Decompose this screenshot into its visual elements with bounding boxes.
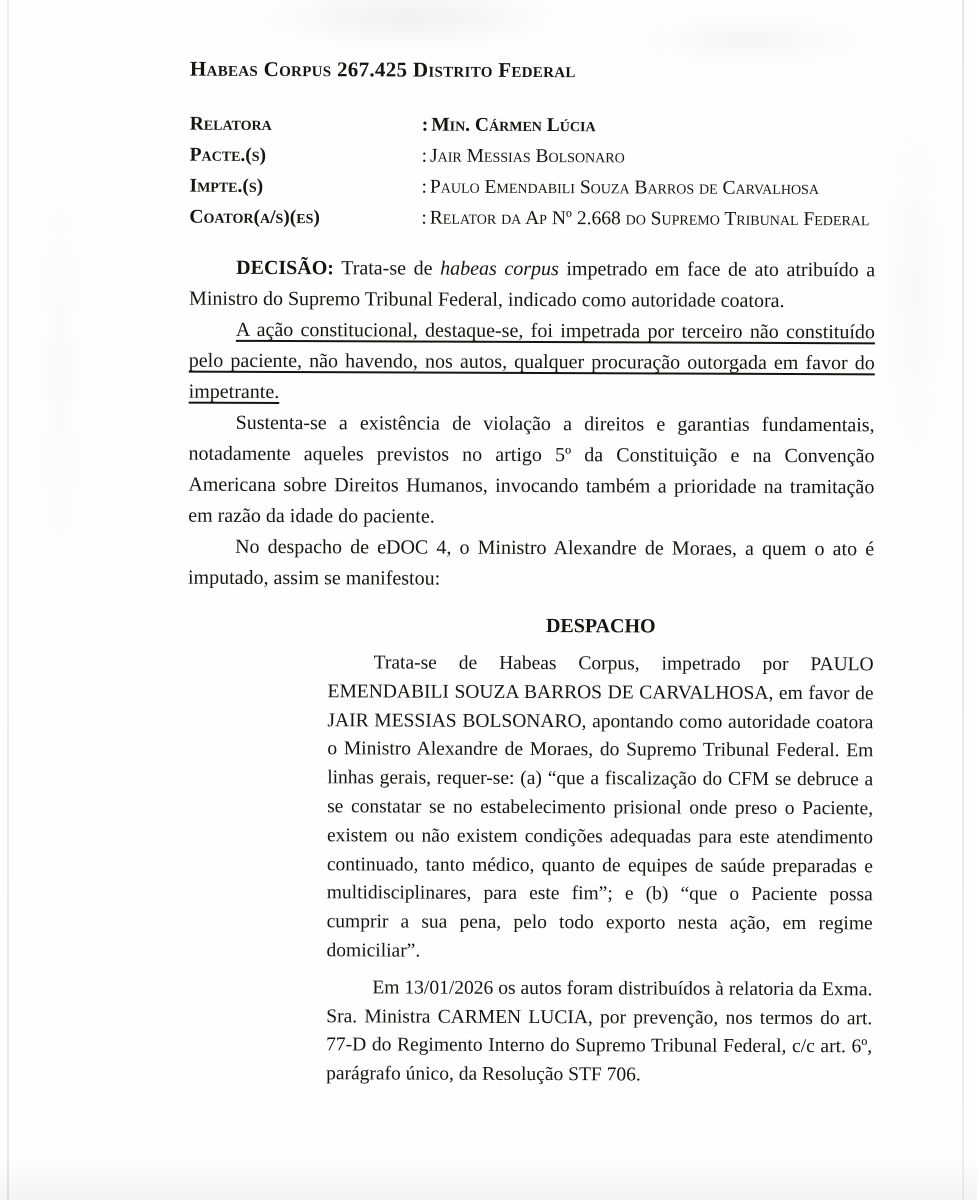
field-row-relatora: [190, 109, 876, 143]
field-value-text: Paulo Emendabili Souza Barros de Carvalhosa: [429, 176, 820, 200]
underlined-paragraph: A ação constitucional, destaque-se, foi impetrada por terceiro não constituído pelo paciente, não havendo, nos autos, qualquer procuração outorgada em favor do impetrante.: [188, 318, 875, 404]
lead-in-paragraph: No despacho de eDOC 4, o Ministro Alexandre de Moraes, a quem o ato é imputado, assim se manifestou:: [187, 535, 875, 590]
field-row-impetrante: [189, 171, 875, 205]
field-label: Relatora: [189, 113, 272, 135]
decision-text-italic: habeas corpus: [440, 257, 559, 281]
decision-body: [188, 253, 875, 597]
page-bottom-shadow: [0, 1158, 977, 1200]
field-row-paciente: [190, 140, 876, 174]
grounds-paragraph: Sustenta-se a existência de violação a direitos e garantias fundamentais, notadamente aqueles previstos no artigo 5º da Constituição e na Convenção Americana sobre Direitos Humanos, invocando também a prioridade na tramitação em razão da idade do paciente.: [188, 411, 875, 528]
document-content: [186, 55, 876, 1092]
field-colon: :: [421, 207, 427, 229]
scan-artifact: [30, 120, 90, 620]
field-value: [422, 110, 876, 143]
decision-text-pre: Trata-se de: [333, 257, 441, 280]
decision-text-post: impetrado em face de ato atribuído a Ministro do Supremo Tribunal Federal, indicado como autoridade coatora.: [189, 258, 876, 312]
field-colon: :: [421, 145, 428, 167]
party-fields: [189, 109, 875, 236]
field-row-coator: [189, 202, 875, 236]
field-value: [422, 141, 876, 174]
field-colon: :: [421, 176, 427, 198]
decision-label: DECISÃO:: [236, 256, 335, 280]
scan-artifact: [880, 80, 950, 500]
field-value: [421, 172, 875, 205]
decision-paragraph: [189, 253, 875, 318]
document-title: Habeas Corpus 267.425 Distrito Federal: [189, 56, 576, 83]
despacho-heading: DESPACHO: [545, 615, 656, 638]
field-value: [421, 203, 875, 236]
field-colon: :: [421, 114, 429, 136]
despacho-section: [326, 611, 874, 1091]
field-value-text: Min. Cármen Lúcia: [431, 114, 596, 137]
page-edge-left: [7, 0, 9, 1200]
field-label: Pacte.(s): [189, 144, 267, 166]
page-edge-right: [962, 0, 964, 1200]
scan-artifact: [250, 0, 570, 52]
field-label: Coator(a/s)(es): [189, 206, 320, 229]
field-value-text: Jair Messias Bolsonaro: [429, 145, 625, 168]
field-value-text: Relator da Ap Nº 2.668 do Supremo Tribunal Federal: [429, 207, 870, 231]
despacho-quote-2: Em 13/01/2026 os autos foram distribuídos à relatoria da Exma. Sra. Ministra CARMEN LUCIA, por prevenção, nos termos do art. 77-D do Regimento Interno do Supremo Tribunal Federal, c/c art. 6º, parágrafo único, da Resolução STF 706.: [326, 977, 873, 1086]
field-label: Impte.(s): [189, 175, 264, 197]
despacho-quote-1: Trata-se de Habeas Corpus, impetrado por PAULO EMENDABILI SOUZA BARROS DE CARVALHOSA, em favor de JAIR MESSIAS BOLSONARO, apontando como autoridade coatora o Ministro Alexandre de Moraes, do Supremo Tribunal Federal. Em linhas gerais, requer-se: (a) “que a fiscalização do CFM se debruce a se constatar se no estabelecimento prisional onde preso o Paciente, existem ou não existem condições adequadas para este atendimento continuado, tanto médico, quanto de equipes de saúde preparadas e multidisciplinares, para este fim”; e (b) “que o Paciente possa cumprir a sua pena, pelo todo exporto nesta ação, em regime domiciliar”.: [326, 652, 874, 962]
